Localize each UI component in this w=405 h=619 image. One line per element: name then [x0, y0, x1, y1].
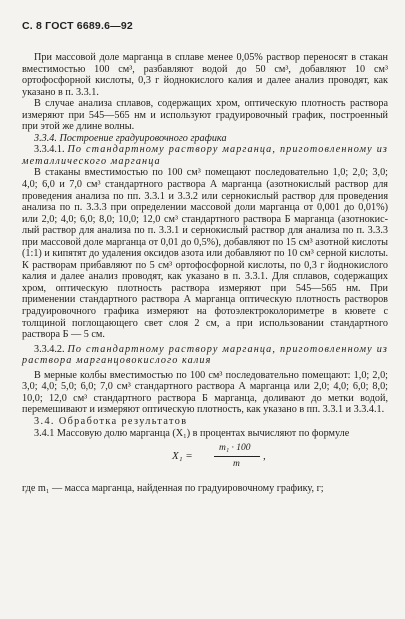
paragraph-variable-definition: где m₁ — масса марганца, найденная по градуировочному графику, г;: [22, 483, 324, 495]
formula-block: [22, 443, 388, 477]
section-heading-3-4: [22, 416, 388, 428]
section-number: 3.3.4.2.: [34, 343, 65, 355]
section-heading-3-3-4-2: [22, 344, 388, 367]
section-heading-text: 3.4. Обработка результатов: [34, 415, 188, 427]
fraction-bar: [214, 456, 260, 457]
section-heading-3-3-4: [22, 133, 388, 145]
section-heading-3-3-4-1: [22, 144, 388, 167]
formula-numerator: m₁ · 100: [219, 443, 251, 454]
paragraph-chromium-alloys: В случае анализа сплавов, содержащих хром, оптическую плотность раствора измеряют при 545—565 нм и используют градуировочный график, построенный при этой же длине волны.: [22, 98, 388, 133]
section-number: 3.3.4.1.: [34, 144, 65, 156]
formula-denominator: m: [233, 459, 240, 470]
formula-suffix: ,: [263, 450, 266, 463]
paragraph-calibration-procedure-2: В мерные колбы вместимостью по 100 см³ последовательно помещают: 1,0; 2,0; 3,0; 4,0; 5,0; 6,0; 7,0 см³ стандартного раствора А марганца или 2,0; 4,0; 6,0; 8,0; 10,0; 12,0 см³ стандартного раствора Б марганца, доливают до метки водой, перемешивают и измеряют оптическую плотность, как указано в пп. 3.3.1 и 3.3.4.1.: [22, 369, 388, 416]
section-heading-text: 3.3.4. Построение градуировочного графика: [34, 132, 227, 144]
section-title-spaced: По стандартному раствору марганца, приготовленному из раствора марганцовокислого калия: [22, 343, 388, 367]
paragraph-formula-intro: 3.4.1 Массовую долю марганца (X₁) в процентах вычисляют по формуле: [34, 427, 350, 439]
document-body: [22, 52, 388, 495]
section-title-spaced: По стандартному раствору марганца, приготовленному из металлического марганца: [22, 144, 388, 167]
paragraph-low-manganese: При массовой доле марганца в сплаве менее 0,05% раствор переносят в стакан вместимостью 100 см³, разбавляют водой до 50 см³, добавляют 10 см³ ортофосфорной кислоты, 0,3 г йоднокислого калия и далее анализ проводят, как указано в п. 3.3.1.: [22, 52, 388, 98]
formula-lhs: X₁ =: [172, 450, 193, 463]
paragraph-calibration-procedure-1: В стаканы вместимостью по 100 см³ помещают последовательно 1,0; 2,0; 3,0; 4,0; 6,0 и 7,0 см³ стандартного раствора А марганца (азотнокислый раствор для проведения анализа по пп. 3.3.1 и 3.3.2 или сернокислый раствор для проведения анализа по п. 3.3.3 при определении массовой доли марганца от 0,001 до 0,01%) или 2,0; 4,0; 6,0; 8,0; 10,0; 12,0 см³ стандартного раствора Б марганца (азотнокислый раствор для анализа по п. 3.3.1 и сернокислый раствор для анализа по п. 3.3.3 при массовой доле марганца от 0,01 до 0,5%), добавляют по 15 см³ азотной кислоты (1:1) и кипятят до удаления оксидов азота или добавляют по 10 см³ серной кислоты. К растворам прибавляют по 5 см³ ортофосфорной кислоты, по 0,3 г йоднокислого калия и далее анализ проводят, как указано в п. 3.3.1. Для сплавов, содержащих хром, оптическую плотность раствора измеряют при 545—565 нм. При применении стандартного раствора А марганца оптическую плотность растворов градуировочного графика измеряют на фотоэлектроколориметре в кювете с толщиной поглощающего свет слоя 2 см, а при использовании стандартного раствора Б — 5 см.: [22, 167, 388, 341]
page-header: С. 8 ГОСТ 6689.6—92: [22, 20, 133, 32]
